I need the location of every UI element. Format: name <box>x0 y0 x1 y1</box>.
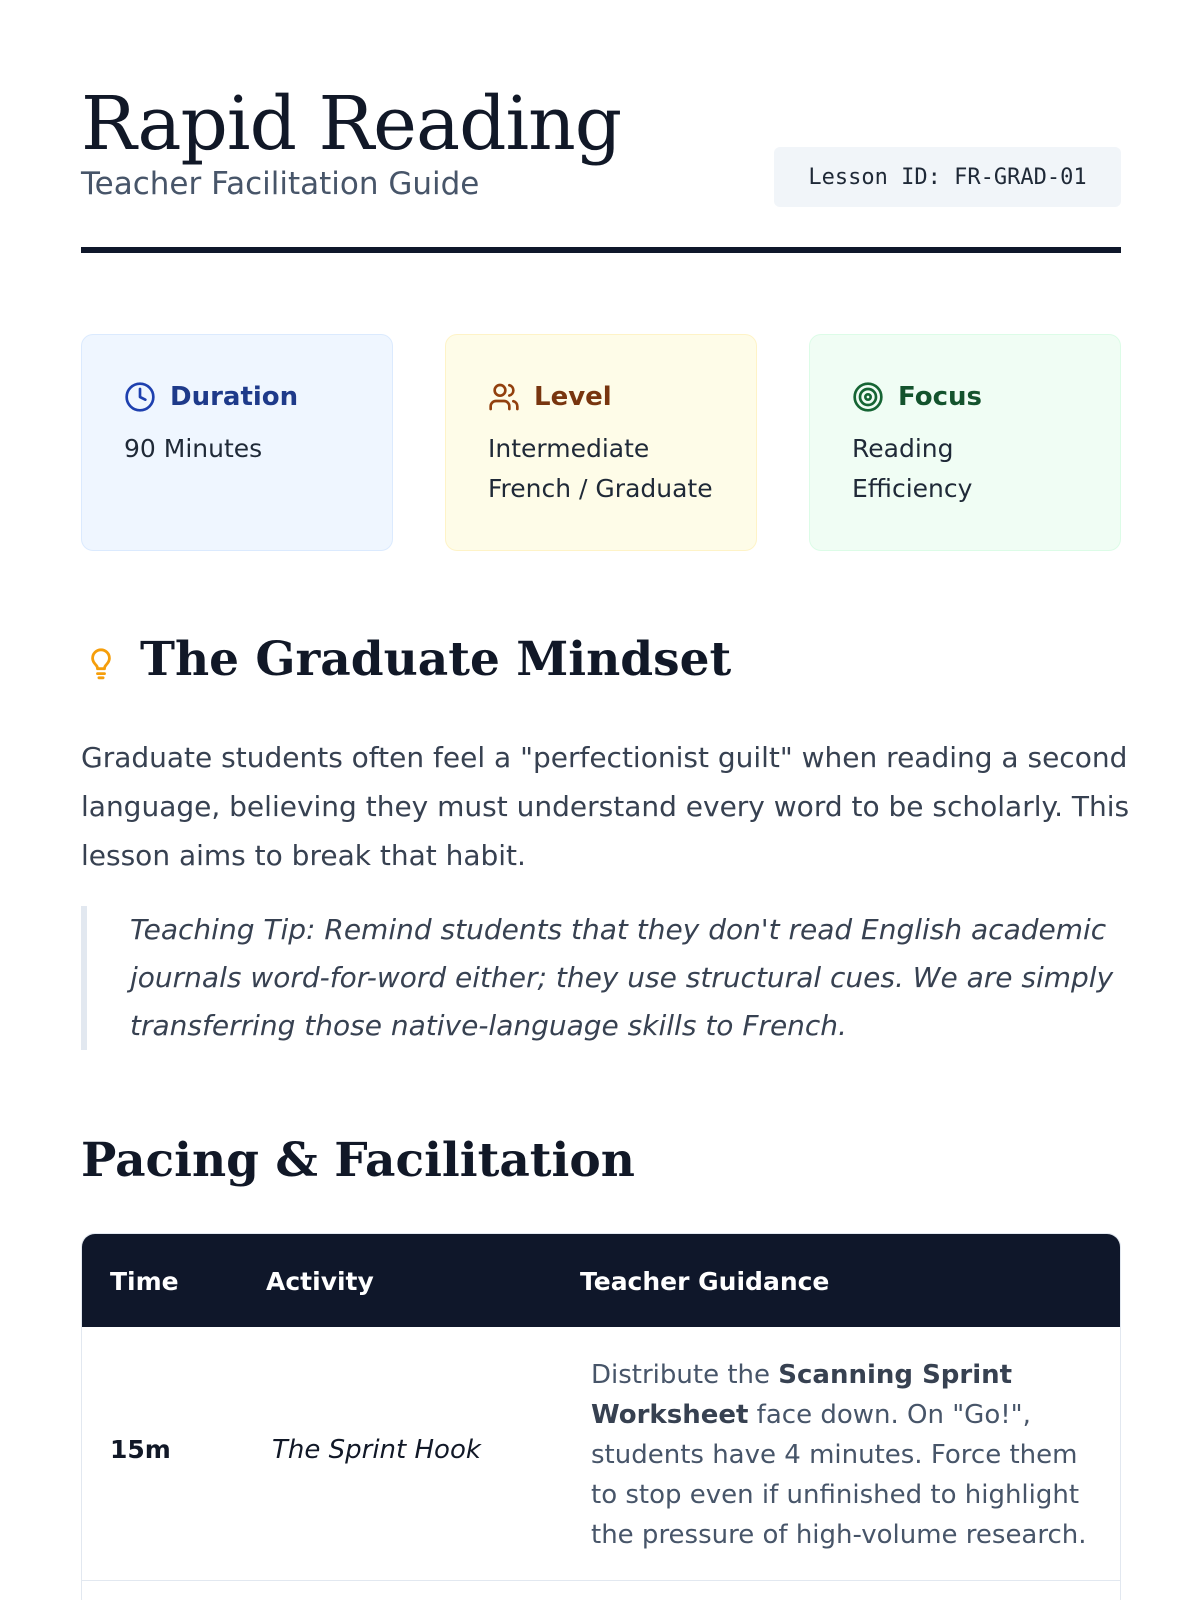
table-row <box>82 1327 1120 1581</box>
column-header-activity: Activity <box>266 1267 374 1296</box>
level-value: Intermediate French / Graduate <box>488 434 713 503</box>
worksheet-name: Scanning Sprint Worksheet <box>591 1360 1013 1430</box>
page-title: Rapid Reading <box>81 81 622 167</box>
users-icon <box>488 381 520 413</box>
focus-value: Reading Efficiency <box>852 434 973 503</box>
focus-label: Focus <box>898 382 982 412</box>
table-header <box>82 1234 1120 1327</box>
level-label: Level <box>534 382 612 412</box>
mindset-paragraph: Graduate students often feel a "perfectionist guilt" when reading a second language, believing they must understand every word to be scholarly. This lesson aims to break that habit. <box>81 741 1130 872</box>
focus-card <box>809 334 1121 551</box>
page-subtitle: Teacher Facilitation Guide <box>81 166 480 202</box>
duration-value: 90 Minutes <box>124 434 263 463</box>
row-time: 15m <box>110 1435 171 1464</box>
lesson-id-badge: Lesson ID: FR-GRAD-01 <box>774 147 1121 207</box>
row-activity: The Sprint Hook <box>272 1435 481 1465</box>
pacing-heading: Pacing & Facilitation <box>81 1133 635 1188</box>
column-header-guidance: Teacher Guidance <box>580 1267 830 1296</box>
guidance-text-end: face down. On "Go!", students have 4 minutes. Force them to stop even if unfinished to highlight the pressure of high-volume research. <box>591 1400 1087 1550</box>
info-cards <box>81 334 1121 551</box>
header-divider <box>81 247 1121 253</box>
guidance-text-start: Distribute the <box>591 1360 779 1390</box>
pacing-table <box>81 1233 1121 1600</box>
clock-icon <box>124 381 156 413</box>
page-header <box>81 78 1121 253</box>
row-guidance <box>591 1355 1101 1555</box>
duration-card <box>81 334 393 551</box>
target-icon <box>852 381 884 413</box>
level-card <box>445 334 757 551</box>
column-header-time: Time <box>110 1267 179 1296</box>
mindset-heading: The Graduate Mindset <box>140 632 732 687</box>
lightbulb-icon <box>84 640 118 682</box>
teaching-tip: Teaching Tip: Remind students that they don't read English academic journals word-for-word either; they use structural cues. We are simply transferring those native-language skills to French. <box>81 906 1141 1050</box>
duration-label: Duration <box>170 382 299 412</box>
